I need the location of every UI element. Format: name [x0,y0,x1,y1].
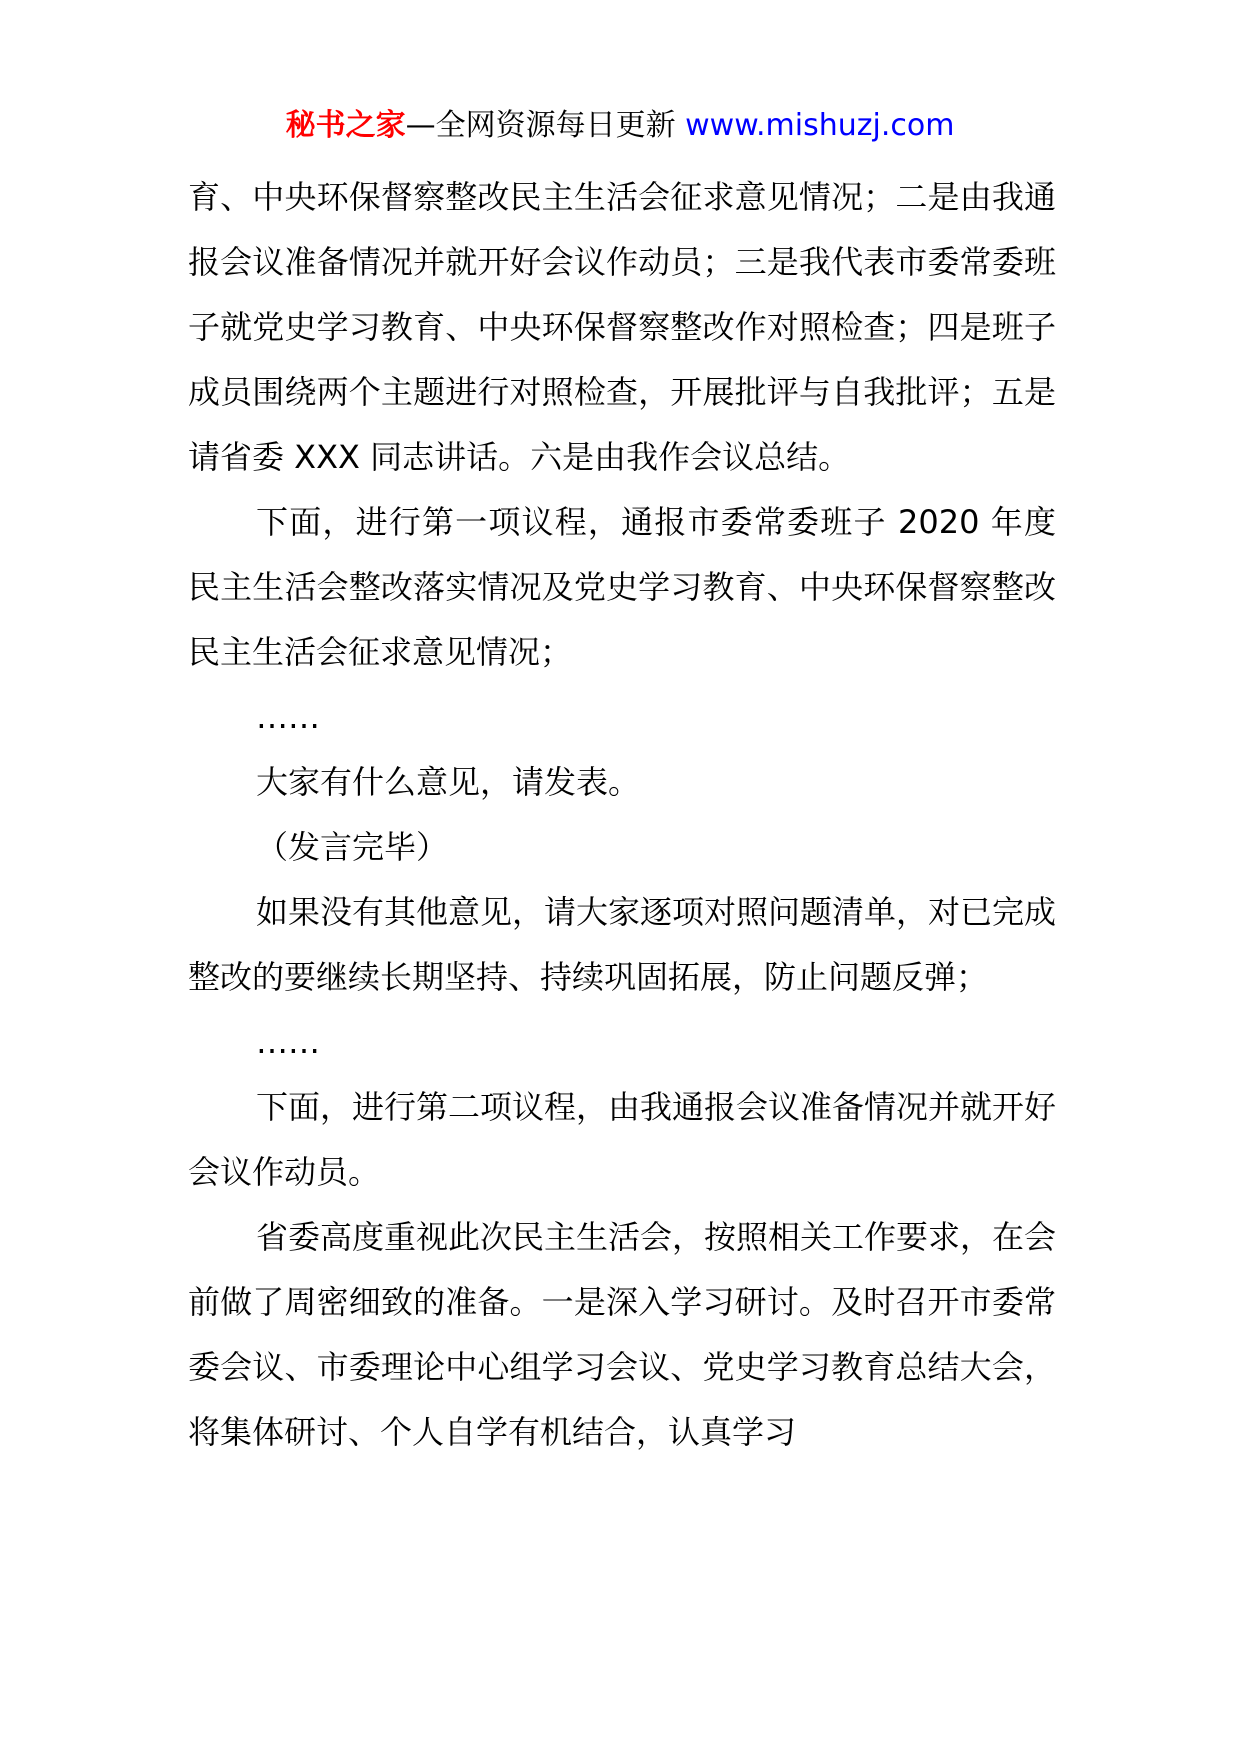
paragraph: 下面，进行第二项议程，由我通报会议准备情况并就开好会议作动员。 [188,1088,1057,1191]
paragraph: （发言完毕） [256,828,449,866]
document-body [188,165,1056,1465]
ellipsis-line: …… [256,1023,320,1061]
site-url[interactable]: www.mishuzj.com [685,108,955,143]
ellipsis-line: …… [256,698,320,736]
paragraph: 大家有什么意见，请发表。 [256,763,641,801]
paragraph: 省委高度重视此次民主生活会，按照相关工作要求，在会前做了周密细致的准备。一是深入学习研讨。及时召开市委常委会议、市委理论中心组学习会议、党史学习教育总结大会，将集体研讨、个人自学有机结合，认真学习 [188,1218,1057,1451]
header-slogan: —全网资源每日更新 [405,108,676,143]
paragraph-continued: 育、中央环保督察整改民主生活会征求意见情况；二是由我通报会议准备情况并就开好会议作动员；三是我代表市委常委班子就党史学习教育、中央环保督察整改作对照检查；四是班子成员围绕两个主题进行对照检查，开展批评与自我批评；五是请省委 XXX 同志讲话。六是由我作会议总结。 [188,178,1056,476]
paragraph: 如果没有其他意见，请大家逐项对照问题清单，对已完成整改的要继续长期坚持、持续巩固拓展，防止问题反弹； [188,893,1057,996]
page-header [0,104,1240,148]
brand-name: 秘书之家 [285,108,406,143]
paragraph: 下面，进行第一项议程，通报市委常委班子 2020 年度民主生活会整改落实情况及党史学习教育、中央环保督察整改民主生活会征求意见情况； [188,503,1056,671]
